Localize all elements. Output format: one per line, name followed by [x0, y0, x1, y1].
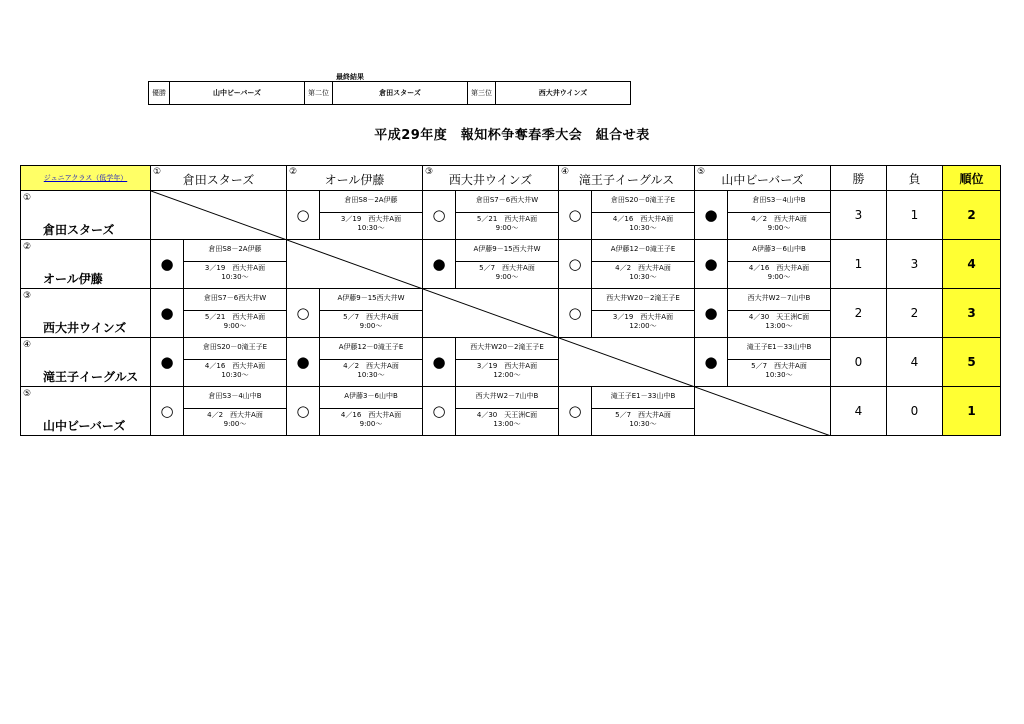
result-symbol: ○	[568, 304, 582, 322]
class-label-cell	[21, 166, 151, 191]
match-details	[727, 191, 830, 239]
col-header-team-name: 倉田スターズ	[182, 173, 255, 187]
result-symbol: ●	[704, 353, 718, 371]
match-time: 10:30～	[629, 224, 657, 232]
row-team-cell	[21, 387, 151, 436]
wins-count: 2	[831, 289, 887, 338]
row-team-cell	[21, 191, 151, 240]
match-schedule	[728, 362, 830, 380]
losses-count: 1	[887, 191, 943, 240]
row-team-number: ④	[23, 340, 32, 350]
match-details	[183, 240, 286, 288]
match-date-venue: 4／2 西大井A面	[751, 215, 807, 223]
col-header-team-name: オール伊藤	[324, 173, 385, 187]
match-score: 倉田S20－0滝王子E	[184, 338, 286, 360]
match-schedule	[592, 411, 694, 429]
match-score: 西大井W2－7山中B	[728, 289, 830, 311]
header-row	[21, 166, 1001, 191]
match-details	[319, 191, 422, 239]
match-date-venue: 3／19 西大井A面	[340, 215, 402, 223]
match-cell	[695, 240, 831, 289]
team-row	[21, 240, 1001, 289]
final-results-heading: 最終結果	[336, 73, 364, 81]
winner-team: 山中ビーバーズ	[170, 82, 305, 105]
result-symbol: ●	[704, 255, 718, 273]
result-symbol: ○	[160, 402, 174, 420]
match-details	[183, 338, 286, 386]
match-schedule	[320, 215, 422, 233]
match-score: 倉田S20－0滝王子E	[592, 191, 694, 213]
match-time: 9:00～	[359, 322, 383, 330]
match-cell	[151, 338, 287, 387]
losses-count: 4	[887, 338, 943, 387]
match-score: A伊藤9－15西大井W	[456, 240, 558, 262]
match-cell	[287, 387, 423, 436]
match-schedule	[320, 362, 422, 380]
second-label: 第二位	[305, 82, 333, 105]
match-details	[591, 289, 694, 337]
match-cell	[423, 338, 559, 387]
match-time: 10:30～	[765, 371, 793, 379]
third-label: 第三位	[468, 82, 496, 105]
row-team-cell	[21, 240, 151, 289]
match-score: 滝王子E1－33山中B	[728, 338, 830, 360]
match-details	[727, 240, 830, 288]
match-date-venue: 5／7 西大井A面	[615, 411, 671, 419]
losses-count: 2	[887, 289, 943, 338]
match-schedule	[184, 362, 286, 380]
match-schedule	[592, 215, 694, 233]
match-time: 9:00～	[495, 224, 519, 232]
match-date-venue: 4／2 西大井A面	[207, 411, 263, 419]
match-date-venue: 5／7 西大井A面	[479, 264, 535, 272]
rank-value: 1	[943, 387, 1001, 436]
col-header-team-name: 山中ビーバーズ	[721, 173, 804, 187]
col-header-number: ⑤	[697, 167, 706, 177]
team-row	[21, 289, 1001, 338]
diagonal-line	[423, 289, 559, 338]
wins-count: 1	[831, 240, 887, 289]
result-symbol: ○	[568, 255, 582, 273]
col-header-loss: 負	[887, 166, 943, 191]
result-symbol: ○	[432, 206, 446, 224]
match-details	[319, 289, 422, 337]
match-cell	[287, 191, 423, 240]
match-score: 西大井W20－2滝王子E	[592, 289, 694, 311]
match-date-venue: 4／2 西大井A面	[343, 362, 399, 370]
match-details	[727, 289, 830, 337]
result-symbol: ○	[296, 402, 310, 420]
wins-count: 0	[831, 338, 887, 387]
row-team-number: ②	[23, 242, 32, 252]
result-symbol: ●	[160, 353, 174, 371]
match-details	[183, 387, 286, 435]
match-cell	[423, 387, 559, 436]
row-team-name: 西大井ウインズ	[43, 321, 127, 335]
col-header-team	[287, 166, 423, 191]
match-details	[319, 387, 422, 435]
match-date-venue: 5／21 西大井A面	[476, 215, 538, 223]
match-cell	[423, 191, 559, 240]
self-match-cell	[559, 338, 695, 387]
match-schedule	[728, 313, 830, 331]
match-schedule	[728, 264, 830, 282]
match-time: 13:00～	[493, 420, 521, 428]
match-score: A伊藤3－6山中B	[320, 387, 422, 409]
col-header-team	[695, 166, 831, 191]
match-cell	[287, 338, 423, 387]
result-symbol: ○	[432, 402, 446, 420]
team-row	[21, 191, 1001, 240]
col-header-number: ③	[425, 167, 434, 177]
rank-value: 2	[943, 191, 1001, 240]
match-score: A伊藤3－6山中B	[728, 240, 830, 262]
match-schedule	[184, 411, 286, 429]
match-score: A伊藤12－0滝王子E	[320, 338, 422, 360]
row-team-number: ⑤	[23, 389, 32, 399]
match-score: 倉田S8－2A伊藤	[184, 240, 286, 262]
match-details	[591, 240, 694, 288]
class-label: ジュニアクラス（低学年）	[43, 174, 128, 182]
col-header-team	[423, 166, 559, 191]
row-team-cell	[21, 338, 151, 387]
row-team-name: 山中ビーバーズ	[43, 419, 126, 433]
match-score: A伊藤9－15西大井W	[320, 289, 422, 311]
losses-count: 0	[887, 387, 943, 436]
col-header-team-name: 滝王子イーグルス	[578, 173, 675, 187]
match-time: 10:30～	[221, 371, 249, 379]
match-date-venue: 4／2 西大井A面	[615, 264, 671, 272]
rank-value: 4	[943, 240, 1001, 289]
result-symbol: ●	[704, 304, 718, 322]
result-symbol: ●	[704, 206, 718, 224]
match-date-venue: 4／16 西大井A面	[748, 264, 810, 272]
match-cell	[695, 338, 831, 387]
wins-count: 3	[831, 191, 887, 240]
row-team-number: ①	[23, 193, 32, 203]
result-symbol: ●	[296, 353, 310, 371]
match-details	[455, 240, 558, 288]
match-schedule	[456, 264, 558, 282]
result-symbol: ●	[160, 304, 174, 322]
match-time: 10:30～	[629, 420, 657, 428]
match-time: 10:30～	[221, 273, 249, 281]
match-time: 12:00～	[493, 371, 521, 379]
match-details	[455, 338, 558, 386]
self-match-cell	[695, 387, 831, 436]
team-row	[21, 387, 1001, 436]
match-cell	[559, 191, 695, 240]
match-cell	[287, 289, 423, 338]
col-header-team-name: 西大井ウインズ	[448, 173, 533, 187]
match-time: 12:00～	[629, 322, 657, 330]
match-details	[455, 191, 558, 239]
match-schedule	[184, 313, 286, 331]
winner-label: 優勝	[149, 82, 170, 105]
match-score: 西大井W2－7山中B	[456, 387, 558, 409]
match-time: 9:00～	[223, 322, 247, 330]
match-date-venue: 3／19 西大井A面	[612, 313, 674, 321]
self-match-cell	[287, 240, 423, 289]
match-time: 9:00～	[359, 420, 383, 428]
match-details	[727, 338, 830, 386]
match-schedule	[456, 215, 558, 233]
match-time: 9:00～	[767, 273, 791, 281]
match-cell	[695, 191, 831, 240]
col-header-number: ②	[289, 167, 298, 177]
result-symbol: ○	[568, 402, 582, 420]
losses-count: 3	[887, 240, 943, 289]
wins-count: 4	[831, 387, 887, 436]
match-time: 9:00～	[767, 224, 791, 232]
match-score: 倉田S8－2A伊藤	[320, 191, 422, 213]
result-symbol: ○	[296, 206, 310, 224]
diagonal-line	[559, 338, 695, 387]
match-date-venue: 5／7 西大井A面	[343, 313, 399, 321]
result-symbol: ●	[432, 353, 446, 371]
rank-value: 3	[943, 289, 1001, 338]
match-cell	[151, 289, 287, 338]
col-header-win: 勝	[831, 166, 887, 191]
diagonal-line	[151, 191, 287, 240]
match-details	[591, 387, 694, 435]
match-time: 13:00～	[765, 322, 793, 330]
match-date-venue: 3／19 西大井A面	[476, 362, 538, 370]
col-header-team	[559, 166, 695, 191]
match-score: A伊藤12－0滝王子E	[592, 240, 694, 262]
row-team-name: 倉田スターズ	[43, 223, 115, 237]
match-date-venue: 4／16 西大井A面	[204, 362, 266, 370]
match-cell	[151, 240, 287, 289]
match-score: 倉田S7－6西大井W	[456, 191, 558, 213]
match-date-venue: 4／30 天王洲C面	[748, 313, 810, 321]
final-results-table	[148, 81, 631, 105]
match-details	[183, 289, 286, 337]
row-team-name: オール伊藤	[43, 272, 103, 286]
match-time: 10:30～	[357, 371, 385, 379]
match-score: 倉田S3－4山中B	[184, 387, 286, 409]
row-team-name: 滝王子イーグルス	[43, 370, 139, 384]
result-symbol: ○	[296, 304, 310, 322]
match-cell	[559, 289, 695, 338]
match-time: 10:30～	[357, 224, 385, 232]
match-date-venue: 3／19 西大井A面	[204, 264, 266, 272]
match-schedule	[320, 411, 422, 429]
match-cell	[423, 240, 559, 289]
match-date-venue: 4／16 西大井A面	[340, 411, 402, 419]
match-time: 9:00～	[223, 420, 247, 428]
match-date-venue: 5／7 西大井A面	[751, 362, 807, 370]
match-date-venue: 4／30 天王洲C面	[476, 411, 538, 419]
match-cell	[559, 240, 695, 289]
diagonal-line	[695, 387, 831, 436]
match-time: 10:30～	[629, 273, 657, 281]
col-header-number: ④	[561, 167, 570, 177]
match-score: 滝王子E1－33山中B	[592, 387, 694, 409]
match-schedule	[592, 264, 694, 282]
match-schedule	[320, 313, 422, 331]
self-match-cell	[423, 289, 559, 338]
match-schedule	[456, 362, 558, 380]
match-score: 西大井W20－2滝王子E	[456, 338, 558, 360]
match-score: 倉田S3－4山中B	[728, 191, 830, 213]
self-match-cell	[151, 191, 287, 240]
third-team: 西大井ウインズ	[496, 82, 631, 105]
match-details	[591, 191, 694, 239]
match-schedule	[456, 411, 558, 429]
page-title: 平成29年度 報知杯争奪春季大会 組合せ表	[374, 128, 650, 143]
diagonal-line	[287, 240, 423, 289]
match-date-venue: 4／16 西大井A面	[612, 215, 674, 223]
match-score: 倉田S7－6西大井W	[184, 289, 286, 311]
team-row	[21, 338, 1001, 387]
result-symbol: ●	[432, 255, 446, 273]
second-team: 倉田スターズ	[333, 82, 468, 105]
match-schedule	[728, 215, 830, 233]
match-schedule	[592, 313, 694, 331]
col-header-rank: 順位	[943, 166, 1001, 191]
match-details	[455, 387, 558, 435]
match-cell	[151, 387, 287, 436]
match-schedule	[184, 264, 286, 282]
league-grid	[20, 165, 1001, 436]
row-team-cell	[21, 289, 151, 338]
rank-value: 5	[943, 338, 1001, 387]
row-team-number: ③	[23, 291, 32, 301]
result-symbol: ○	[568, 206, 582, 224]
match-date-venue: 5／21 西大井A面	[204, 313, 266, 321]
col-header-number: ①	[153, 167, 162, 177]
match-time: 9:00～	[495, 273, 519, 281]
match-cell	[559, 387, 695, 436]
result-symbol: ●	[160, 255, 174, 273]
col-header-team	[151, 166, 287, 191]
match-details	[319, 338, 422, 386]
match-cell	[695, 289, 831, 338]
